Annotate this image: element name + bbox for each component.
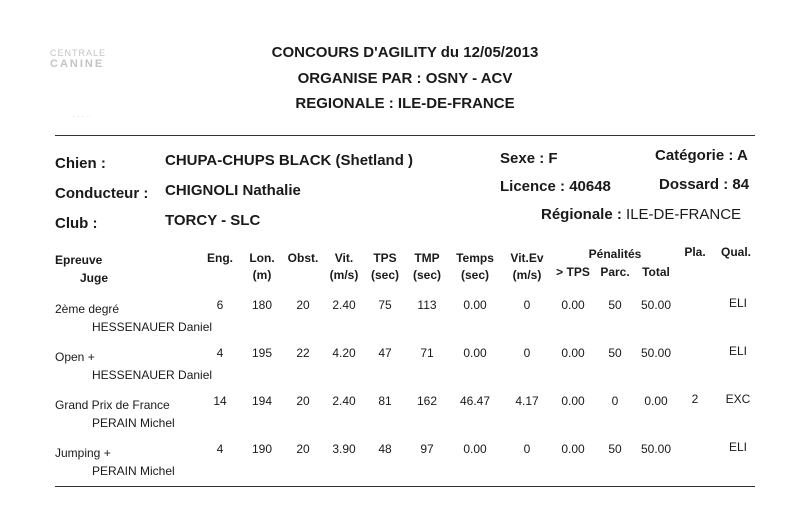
th-tmp-1: TMP	[414, 251, 440, 265]
row3-pen-tps: 0.00	[561, 394, 585, 408]
regionale-label: Régionale :	[541, 206, 622, 223]
club-value: TORCY - SLC	[165, 212, 261, 229]
row3-pen-parc: 0	[611, 394, 619, 408]
th-eng: Eng.	[207, 251, 233, 265]
logo-line-1: CENTRALE	[50, 48, 107, 58]
row3-eng: 14	[213, 394, 227, 408]
chien-label: Chien :	[55, 155, 106, 172]
th-temps-1: Temps	[456, 251, 494, 265]
row2-vit: 4.20	[332, 346, 356, 360]
row1-vitev: 0	[523, 298, 531, 312]
row1-lon: 180	[251, 298, 273, 312]
dossard-field: Dossard : 84	[659, 176, 750, 193]
row3-vit: 2.40	[332, 394, 356, 408]
th-penalites: Pénalités	[588, 247, 642, 261]
row1-tps: 75	[378, 298, 392, 312]
organiser-line: ORGANISE PAR : OSNY - ACV	[297, 70, 513, 87]
row4-temps: 0.00	[463, 442, 487, 456]
th-juge: Juge	[80, 271, 109, 285]
row2-pen-parc: 50	[608, 346, 622, 360]
row1-pen-parc: 50	[608, 298, 622, 312]
row2-pen-tps: 0.00	[561, 346, 585, 360]
th-lon	[243, 250, 281, 284]
row1-qual: ELI	[728, 296, 747, 310]
row1-pen-tps: 0.00	[561, 298, 585, 312]
row1-temps: 0.00	[463, 298, 487, 312]
row2-tps: 47	[378, 346, 392, 360]
logo-line-2: CANINE	[50, 58, 105, 70]
row3-tmp: 162	[416, 394, 438, 408]
th-vit-1: Vit.	[334, 251, 354, 265]
th-vitev	[504, 250, 550, 284]
row4-epreuve: Jumping +	[55, 446, 111, 460]
conducteur-value: CHIGNOLI Nathalie	[165, 182, 301, 199]
th-temps-2: (sec)	[460, 268, 489, 282]
row4-vit: 3.90	[332, 442, 356, 456]
th-tps	[366, 250, 404, 284]
row2-epreuve: Open +	[55, 350, 95, 364]
regionale-field	[541, 206, 741, 223]
row1-vit: 2.40	[332, 298, 356, 312]
club-label: Club :	[55, 215, 98, 232]
row3-lon: 194	[251, 394, 273, 408]
row1-juge: HESSENAUER Daniel	[92, 320, 213, 334]
top-divider	[55, 135, 755, 136]
row3-tps: 81	[378, 394, 392, 408]
th-tps-2: (sec)	[370, 268, 399, 282]
document-title: CONCOURS D'AGILITY du 12/05/2013	[271, 44, 539, 61]
row4-obst: 20	[296, 442, 310, 456]
row2-lon: 195	[251, 346, 273, 360]
th-tmp-2: (sec)	[412, 268, 441, 282]
row2-temps: 0.00	[463, 346, 487, 360]
row4-qual: ELI	[728, 440, 747, 454]
logo-watermark	[50, 48, 106, 70]
row2-vitev: 0	[523, 346, 531, 360]
th-vitev-2: (m/s)	[512, 268, 542, 282]
row4-pen-total: 50.00	[640, 442, 672, 456]
th-tmp	[408, 250, 446, 284]
row3-pla: 2	[691, 392, 699, 406]
th-pen-total: Total	[642, 265, 670, 279]
th-vitev-1: Vit.Ev	[510, 251, 544, 265]
row3-juge: PERAIN Michel	[92, 416, 175, 430]
row4-pen-parc: 50	[608, 442, 622, 456]
row2-tmp: 71	[420, 346, 434, 360]
row1-epreuve: 2ème degré	[55, 302, 120, 316]
row2-juge: HESSENAUER Daniel	[92, 368, 213, 382]
th-lon-1: Lon.	[249, 251, 275, 265]
th-vit	[326, 250, 362, 284]
th-tps-1: TPS	[373, 251, 397, 265]
regionale-value: ILE-DE-FRANCE	[626, 206, 742, 223]
row3-pen-total: 0.00	[644, 394, 668, 408]
th-temps	[452, 250, 498, 284]
row2-eng: 4	[216, 346, 224, 360]
region-line: REGIONALE : ILE-DE-FRANCE	[295, 95, 515, 112]
row1-eng: 6	[216, 298, 224, 312]
th-pen-parc: Parc.	[600, 265, 630, 279]
row1-pen-total: 50.00	[640, 298, 672, 312]
row4-lon: 190	[251, 442, 273, 456]
row3-obst: 20	[296, 394, 310, 408]
licence-field: Licence : 40648	[500, 178, 611, 195]
row1-tmp: 113	[417, 298, 437, 312]
th-pla: Pla.	[684, 245, 706, 259]
th-epreuve: Epreuve	[55, 253, 103, 267]
row3-epreuve: Grand Prix de France	[55, 398, 170, 412]
chien-value: CHUPA-CHUPS BLACK (Shetland )	[165, 152, 414, 169]
row1-obst: 20	[296, 298, 310, 312]
row3-qual: EXC	[725, 392, 751, 406]
row4-eng: 4	[216, 442, 224, 456]
th-qual: Qual.	[720, 245, 751, 259]
th-obst: Obst.	[287, 251, 319, 265]
th-pen-tps: > TPS	[556, 265, 590, 279]
th-vit-2: (m/s)	[329, 268, 359, 282]
conducteur-label: Conducteur :	[55, 185, 149, 202]
row2-pen-total: 50.00	[640, 346, 672, 360]
row3-vitev: 4.17	[515, 394, 539, 408]
bottom-divider	[55, 486, 755, 487]
sexe-field: Sexe : F	[500, 150, 558, 167]
row2-qual: ELI	[728, 344, 747, 358]
row4-tmp: 97	[420, 442, 434, 456]
row4-pen-tps: 0.00	[561, 442, 585, 456]
row3-temps: 46.47	[459, 394, 491, 408]
row4-juge: PERAIN Michel	[92, 464, 175, 478]
categorie-field: Catégorie : A	[655, 147, 748, 164]
row4-tps: 48	[378, 442, 392, 456]
row4-vitev: 0	[523, 442, 531, 456]
row2-obst: 22	[296, 346, 310, 360]
th-lon-2: (m)	[252, 268, 272, 282]
stamp-mark: · · · ·	[72, 112, 90, 121]
